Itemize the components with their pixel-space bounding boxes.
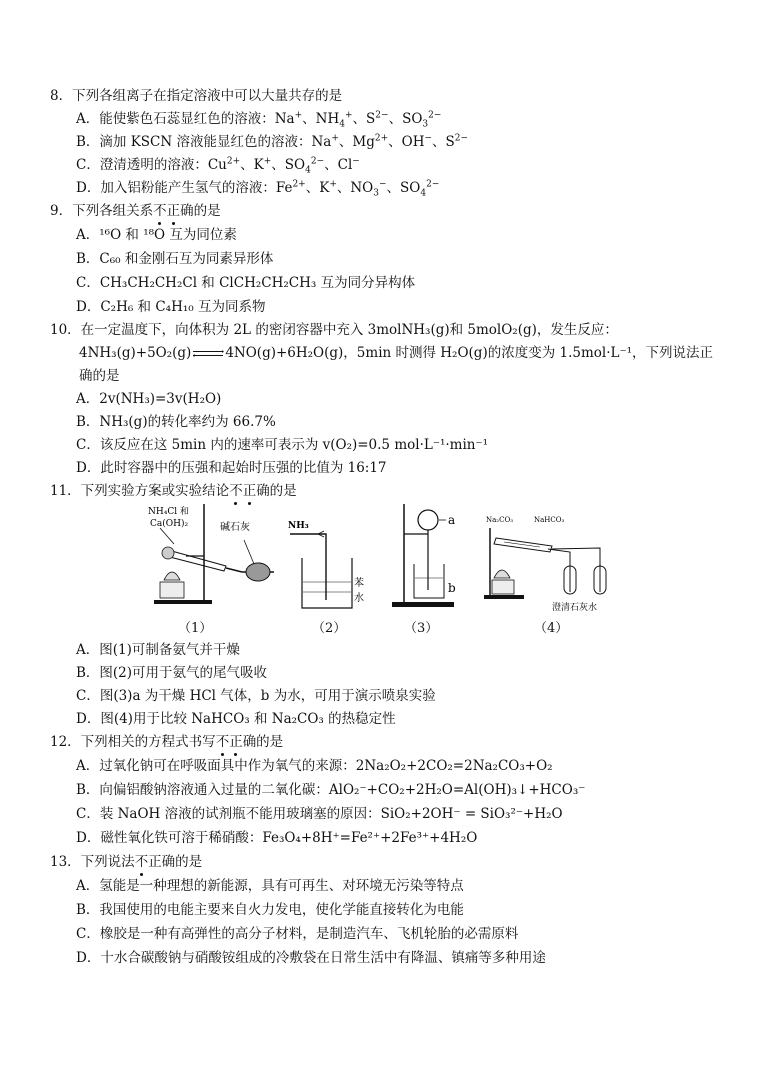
q8-option-c: C．澄清透明的溶液：$Cu^{2+}$、K+、$SO_4^{2-}$、Cl−	[76, 156, 360, 176]
fig4-na2co3-label: Na₂CO₃	[486, 516, 514, 524]
fig4-nahco3-label: NaHCO₃	[534, 516, 565, 524]
q11-option-d: D．图(4)用于比较 NaHCO₃ 和 Na₂CO₃ 的热稳定性	[76, 711, 396, 727]
q8-stem: 8．下列各组离子在指定溶液中可以大量共存的是	[50, 88, 343, 104]
q11-option-c: C．图(3)a 为干燥 HCl 气体，b 为水，可用于演示喷泉实验	[76, 688, 436, 704]
q8-option-d: D．加入铝粉能产生氢气的溶液：$Fe^{2+}$、K+、$NO_3^-$、$SO_4^{2-}$	[76, 179, 440, 199]
q13-option-c: C．橡胶是一种有高弹性的高分子材料，是制造汽车、飞机轮胎的必需原料	[76, 926, 519, 942]
q12-option-b: B．向偏铝酸钠溶液通入过量的二氧化碳：AlO₂⁻+CO₂+2H₂O=Al(OH)₃↓+HCO₃⁻	[76, 782, 586, 798]
q12-stem: 12．下列相关的方程式书写不正确的是	[50, 734, 284, 750]
q10-stem-line1: 10．在一定温度下，向体积为 2L 的密闭容器中充入 3molNH₃(g)和 5molO₂(g)，发生反应：	[50, 322, 618, 338]
q12-option-c: C．装 NaOH 溶液的试剂瓶不能用玻璃塞的原因：SiO₂+2OH⁻ = SiO₃²⁻+H₂O	[76, 806, 563, 822]
q13-option-b: B．我国使用的电能主要来自火力发电，使化学能直接转化为电能	[76, 902, 464, 918]
figure-2-label: （2）	[312, 621, 347, 636]
figure-3-label: （3）	[404, 621, 439, 636]
fig3-label-b: b	[448, 581, 456, 595]
q9-option-b: B．C₆₀ 和金刚石互为同素异形体	[76, 251, 274, 267]
figure-1-ammonia-prep	[146, 500, 276, 615]
fig1-reagent-label-1: NH₄Cl 和	[148, 507, 189, 517]
fig1-reagent-label-2: Ca(OH)₂	[150, 519, 189, 529]
q9-stem: 9．下列各组关系不正确的是	[50, 203, 221, 219]
q10-stem-line3: 确的是	[79, 368, 120, 384]
q10-option-a: A．2v(NH₃)=3v(H₂O)	[76, 391, 222, 407]
q13-option-d: D．十水合碳酸钠与硝酸铵组成的冷敷袋在日常生活中有降温、镇痛等多种用途	[76, 950, 546, 966]
figure-1-label: （1）	[178, 621, 213, 636]
q9-option-a: A．¹⁶O 和 ¹⁸O 互为同位素	[76, 227, 237, 243]
q13-stem: 13．下列说法不正确的是	[50, 854, 203, 870]
q8-option-a: A．能使紫色石蕊显红色的溶液：Na+、$NH_4^+$、$S^{2-}$、$SO_3^{2-}$	[76, 110, 442, 130]
fig2-benzene-label: 苯	[354, 578, 364, 589]
fig3-label-a: a	[448, 513, 456, 527]
q8-option-b: B．滴加 KSCN 溶液能显红色的溶液：Na+、$Mg^{2+}$、OH−、$S^{2-}$	[76, 133, 469, 150]
q10-stem-line2: 4NH₃(g)+5O₂(g) › ‹ 4NO(g)+6H₂O(g)，5min 时测得 H₂O(g)的浓度变为 1.5mol·L⁻¹，下列说法正	[79, 345, 714, 361]
q13-option-a: A．氢能是一种理想的新能源，具有可再生、对环境无污染等特点	[76, 878, 464, 894]
q11-option-b: B．图(2)可用于氨气的尾气吸收	[76, 665, 268, 681]
figure-4-label: （4）	[534, 621, 569, 636]
q9-option-d: D．C₂H₆ 和 C₄H₁₀ 互为同系物	[76, 299, 266, 315]
q10-option-b: B．NH₃(g)的转化率约为 66.7%	[76, 414, 276, 430]
q11-option-a: A．图(1)可制备氨气并干燥	[76, 642, 240, 658]
q10-option-c: C．该反应在这 5min 内的速率可表示为 v(O₂)=0.5 mol·L⁻¹·min⁻¹	[76, 437, 489, 453]
figure-2-gas-absorption	[288, 500, 368, 615]
q10-option-d: D．此时容器中的压强和起始时压强的比值为 16:17	[76, 460, 387, 476]
fig4-limewater-label: 澄清石灰水	[552, 603, 598, 613]
q12-option-a: A．过氧化钠可在呼吸面具中作为氧气的来源：2Na₂O₂+2CO₂=2Na₂CO₃+O₂	[76, 758, 553, 774]
figure-3-fountain-experiment	[390, 500, 460, 615]
fig2-water-label: 水	[354, 593, 364, 604]
q11-stem: 11．下列实验方案或实验结论不正确的是	[50, 483, 297, 499]
q12-option-d: D．磁性氧化铁可溶于稀硝酸：Fe₃O₄+8H⁺=Fe²⁺+2Fe³⁺+4H₂O	[76, 830, 478, 846]
fig2-gas-label: NH₃	[288, 521, 309, 531]
fig1-drier-label: 碱石灰	[220, 522, 250, 533]
q9-option-c: C．CH₃CH₂CH₂Cl 和 ClCH₂CH₂CH₃ 互为同分异构体	[76, 275, 416, 291]
figure-4-thermal-stability	[482, 500, 612, 615]
equilibrium-arrow-icon: › ‹	[192, 346, 225, 360]
